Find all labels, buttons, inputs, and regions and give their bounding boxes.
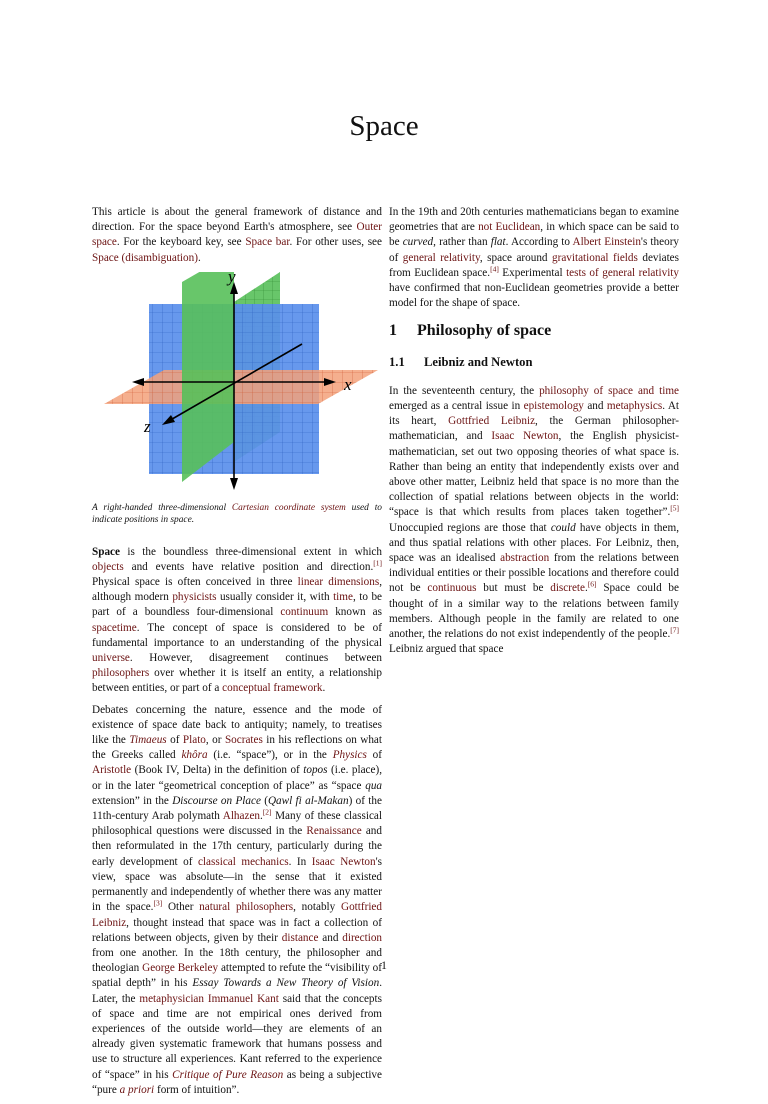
link-objects[interactable]: objects — [92, 560, 124, 573]
z-axis-label: z — [144, 416, 151, 436]
link-khora[interactable]: khôra — [181, 749, 208, 762]
term-space: Space — [92, 545, 120, 558]
link-space-bar[interactable]: Space bar — [245, 236, 290, 249]
link-spacetime[interactable]: spacetime — [92, 621, 137, 634]
link-einstein[interactable]: Albert Einstein — [572, 236, 641, 249]
subsection-heading-leibniz-newton: 1.1 Leibniz and Newton — [389, 354, 533, 369]
link-newton-2[interactable]: Isaac Newton — [491, 430, 559, 443]
link-a-priori[interactable]: a priori — [119, 1083, 155, 1096]
link-tests-gr[interactable]: tests of general relativity — [566, 266, 680, 279]
link-distance[interactable]: distance — [281, 931, 319, 944]
link-renaissance[interactable]: Renaissance — [306, 825, 362, 838]
link-conceptual-framework[interactable]: conceptual framework — [222, 682, 323, 695]
ref-2[interactable]: [2] — [262, 807, 272, 817]
right-column — [389, 205, 679, 663]
link-general-relativity[interactable]: general relativity — [402, 251, 480, 264]
ref-6[interactable]: [6] — [587, 579, 597, 589]
link-philosophers[interactable]: philosophers — [92, 667, 150, 680]
link-gravitational-fields[interactable]: gravitational fields — [552, 251, 638, 264]
link-plato[interactable]: Plato — [182, 734, 206, 747]
link-continuous[interactable]: continuous — [427, 582, 477, 595]
link-classical-mechanics[interactable]: classical mechanics — [197, 855, 289, 868]
link-metaphysics[interactable]: metaphysics — [606, 400, 663, 413]
link-kant[interactable]: metaphysician Immanuel Kant — [139, 992, 279, 1005]
link-natural-philosophers[interactable]: natural philosophers — [199, 901, 294, 914]
link-critique[interactable]: Critique of Pure Reason — [172, 1068, 284, 1081]
section-heading-philosophy: 1 Philosophy of space — [389, 322, 552, 340]
link-epistemology[interactable]: epistemology — [523, 400, 584, 413]
ref-5[interactable]: [5] — [670, 503, 679, 513]
link-aristotle[interactable]: Aristotle — [92, 764, 132, 777]
page-title: Space — [349, 110, 419, 142]
hatnote: This article is about the general framework of distance and direction. For the space beyond Earth's atmosphere, see Outer space. For the keyboard key, see Space bar. For other uses, see Space (disambiguation). — [92, 206, 382, 264]
link-universe[interactable]: universe — [92, 652, 130, 665]
ref-3[interactable]: [3] — [153, 898, 163, 908]
link-socrates[interactable]: Socrates — [224, 734, 263, 747]
link-discrete[interactable]: discrete — [550, 582, 586, 595]
cartesian-figure — [92, 272, 382, 494]
link-isaac-newton[interactable]: Isaac Newton — [311, 855, 376, 868]
link-not-euclidean[interactable]: not Euclidean — [478, 221, 541, 234]
link-continuum[interactable]: continuum — [280, 606, 329, 619]
leibniz-paragraph: In the seventeenth century, the philosophy of space and time emerged as a central issue in epistemology and metaphysics. At its heart, Gottfried Leibniz, the German philosopher-mathematician, and Isaac Newton, the English physicist-mathematician, set out two opposing theories of what space is. Rather than being an entity that independently exists over and above other matter, Leibniz held that space is no more than the collection of spatial relations between objects in the world: “space is that which results from places taken together”.[5] Unoccupied regions are those that could have objects in them, and thus spatial relations with other places. For Leibniz, then, space was an idealised abstraction from the relations between individual entities or their possible locations and therefore could not be continuous but must be discrete.[6] Space could be thought of in a similar way to the relations between family members. Although people in the family are related to one another, the relations do not exist independently of the people.[7] Leibniz argued that space — [389, 384, 680, 656]
link-linear-dimensions[interactable]: linear dimensions — [297, 576, 380, 589]
figure-caption: A right-handed three-dimensional Cartesian coordinate system used to indicate positions in space. — [92, 502, 382, 526]
link-timaeus[interactable]: Timaeus — [129, 734, 167, 747]
y-axis-label: y — [228, 271, 236, 286]
link-physics[interactable]: Physics — [332, 749, 367, 762]
x-axis-label: x — [344, 374, 352, 394]
page-number: 1 — [381, 960, 387, 972]
link-abstraction[interactable]: abstraction — [500, 552, 550, 565]
ref-4[interactable]: [4] — [490, 264, 499, 274]
ref-7[interactable]: [7] — [670, 625, 679, 635]
link-gottfried-leibniz[interactable]: Gottfried Leibniz — [92, 901, 382, 929]
link-cartesian[interactable]: Cartesian coordinate system — [231, 502, 346, 513]
link-space-disambiguation[interactable]: Space (disambiguation) — [92, 251, 198, 264]
cartesian-axes-illustration — [92, 272, 382, 494]
intro-paragraph: Space is the boundless three-dimensional extent in which objects and events have relative position and direction.[1] Physical space is often conceived in three linear dimensions, although modern physicists usually consider it, with time, to be part of a boundless four-dimensional continuum known as spacetime. The concept of space is considered to be of fundamental importance to an understanding of the physical universe. However, disagreement continues between philosophers over whether it is itself an entity, a relationship between entities, or part of a conceptual framework. — [92, 545, 383, 695]
ref-1[interactable]: [1] — [373, 558, 382, 568]
link-outer-space[interactable]: Outer space — [92, 221, 382, 249]
link-physicists[interactable]: physicists — [172, 591, 217, 604]
link-alhazen[interactable]: Alhazen — [222, 810, 261, 823]
century-paragraph: In the 19th and 20th centuries mathematicians began to examine geometries that are not Euclidean, in which space can be said to be curved, rather than flat. According to Albert Einstein's theory of general relativity, space around gravitational fields deviates from Euclidean space.[4] Experimental tests of general relativity have confirmed that non-Euclidean geometries provide a better model for the shape of space. — [389, 206, 680, 310]
link-direction[interactable]: direction — [342, 931, 383, 944]
link-george-berkeley[interactable]: George Berkeley — [142, 962, 219, 975]
orange-grid — [104, 370, 378, 404]
link-time[interactable]: time — [333, 591, 353, 604]
link-leibniz-2[interactable]: Gottfried Leibniz — [448, 415, 536, 428]
debates-paragraph: Debates concerning the nature, essence and the mode of existence of space date back to antiquity; namely, to treatises like the Timaeus of Plato, or Socrates in his reflections on what the Greeks called khôra (i.e. “space”), or in the Physics of Aristotle (Book IV, Delta) in the definition of topos (i.e. place), or in the later “geometrical conception of place” as “space qua extension” in the Discourse on Place (Qawl fi al-Makan) of the 11th-century Arab polymath Alhazen.[2] Many of these classical philosophical questions were discussed in the Renaissance and then reformulated in the 17th century, particularly during the early development of classical mechanics. In Isaac Newton's view, space was absolute—in the sense that it existed permanently and independently of whether there was any matter in the space.[3] Other natural philosophers, notably Gottfried Leibniz, thought instead that space was in fact a collection of relations between objects, given by their distance and direction from one another. In the 18th century, the philosopher and theologian George Berkeley attempted to refute the “visibility of spatial depth” in his Essay Towards a New Theory of Vision. Later, the metaphysician Immanuel Kant said that the concepts of space and time are not empirical ones derived from experiences of the outside world—they are elements of an already given systematic framework that humans possess and use to structure all experiences. Kant referred to the experience of “space” in his Critique of Pure Reason as being a subjective “pure a priori form of intuition”. — [92, 703, 383, 1096]
link-philosophy-space-time[interactable]: philosophy of space and time — [539, 384, 679, 397]
